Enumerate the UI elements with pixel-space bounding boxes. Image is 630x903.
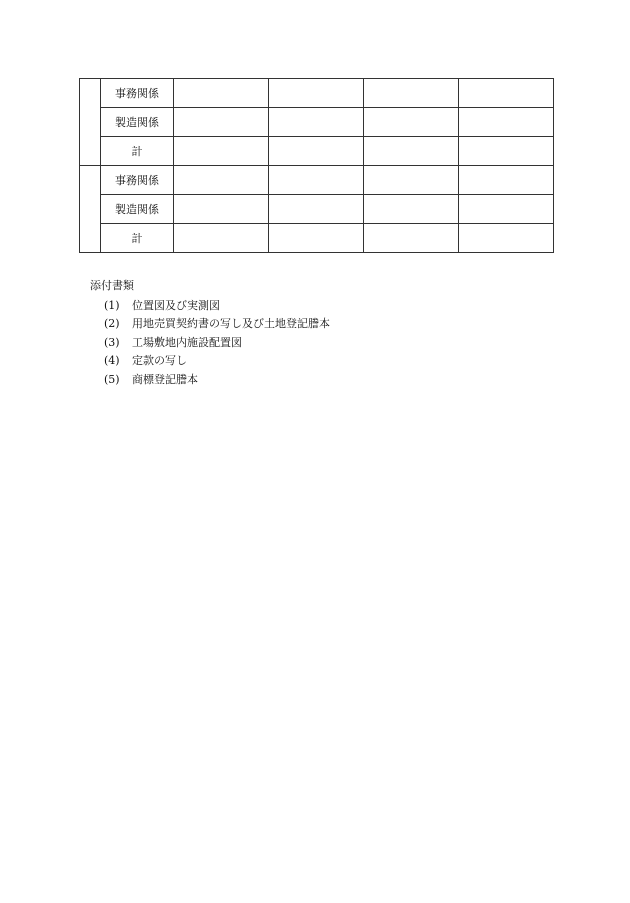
table-cell: [174, 79, 269, 108]
table-cell: [459, 79, 554, 108]
list-item: [104, 315, 330, 334]
list-item: [104, 297, 330, 316]
table-cell: [174, 166, 269, 195]
list-item: [104, 371, 330, 390]
item-number: (2): [104, 317, 120, 330]
item-text: 位置図及び実測図: [132, 298, 220, 312]
table-cell: [364, 137, 459, 166]
table-cell: [269, 195, 364, 224]
employee-table: [79, 78, 554, 253]
item-number: (3): [104, 335, 120, 349]
item-text: 工場敷地内施設配置図: [132, 335, 242, 349]
row-label: 製造関係: [101, 195, 174, 224]
list-item: [104, 334, 330, 353]
table-cell: [269, 224, 364, 253]
table-row: [80, 108, 554, 137]
table-row: [80, 224, 554, 253]
row-label-total: 計: [101, 224, 174, 253]
item-text: 用地売買契約書の写し及び土地登記謄本: [132, 317, 330, 330]
item-text: 定款の写し: [132, 354, 187, 367]
row-label: 製造関係: [101, 108, 174, 137]
table-cell: [459, 108, 554, 137]
table-cell: [459, 137, 554, 166]
table-cell: [269, 166, 364, 195]
table-cell: [364, 79, 459, 108]
row-label: 事務関係: [101, 79, 174, 108]
table-cell: [459, 195, 554, 224]
table-cell: [364, 224, 459, 253]
item-number: (1): [104, 298, 120, 312]
attachments-heading: 添付書類: [90, 279, 134, 292]
table-cell: [269, 108, 364, 137]
table-cell: [364, 195, 459, 224]
table-cell: [269, 137, 364, 166]
item-number: (5): [104, 372, 120, 386]
row-label-total: 計: [101, 137, 174, 166]
item-number: (4): [104, 354, 120, 367]
group-cell: [80, 79, 101, 166]
row-label: 事務関係: [101, 166, 174, 195]
table-cell: [269, 79, 364, 108]
table-cell: [174, 195, 269, 224]
table-row: [80, 195, 554, 224]
table-row: [80, 137, 554, 166]
table-cell: [174, 137, 269, 166]
table-cell: [364, 108, 459, 137]
table-cell: [459, 224, 554, 253]
item-text: 商標登記謄本: [132, 372, 198, 386]
attachments-section: [90, 277, 330, 389]
group-cell: [80, 166, 101, 253]
table-cell: [459, 166, 554, 195]
table-row: [80, 166, 554, 195]
table-row: [80, 79, 554, 108]
table-cell: [174, 108, 269, 137]
table-cell: [364, 166, 459, 195]
list-item: [104, 352, 330, 371]
table-cell: [174, 224, 269, 253]
